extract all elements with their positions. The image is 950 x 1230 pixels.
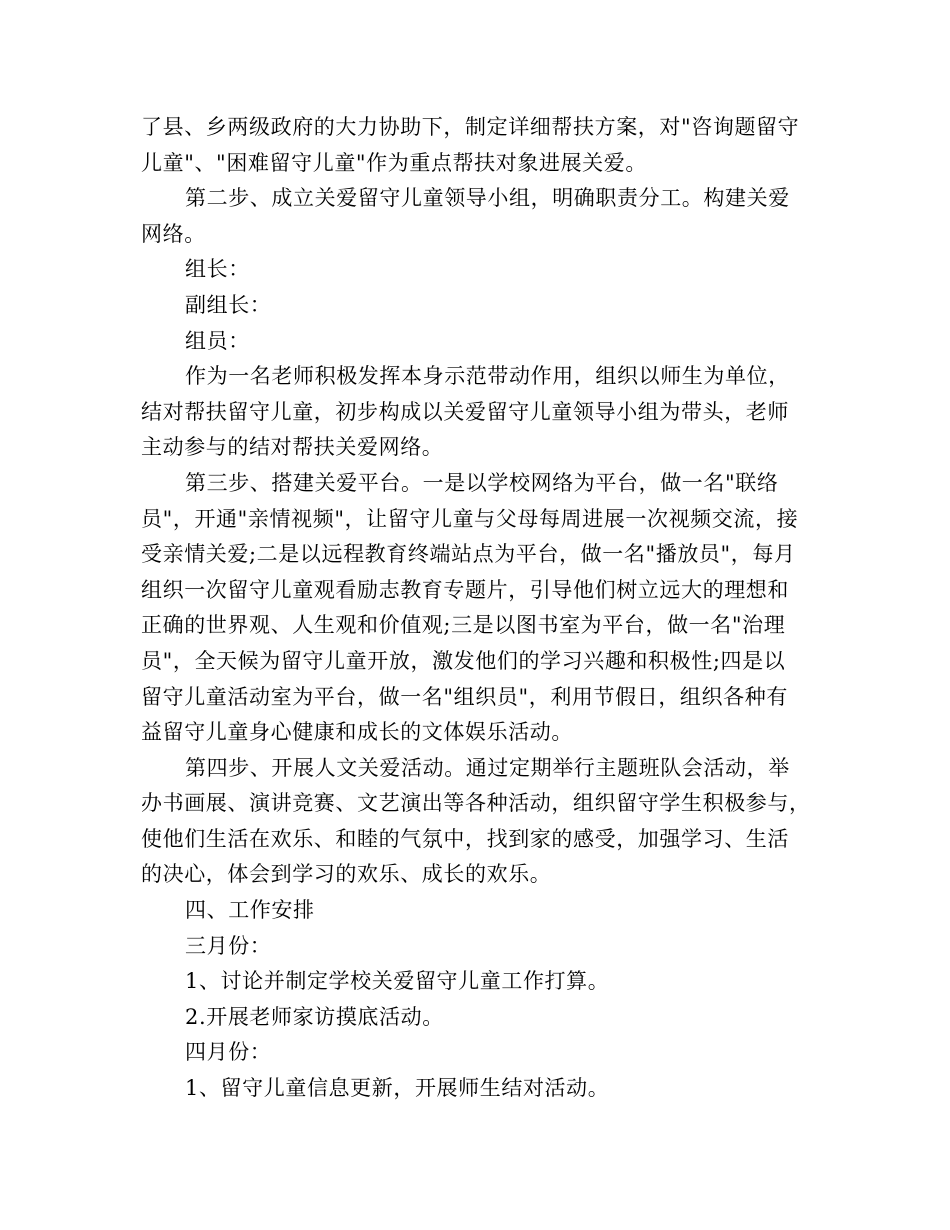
text-line: 办书画展、演讲竞赛、文艺演出等各种活动，组织留守学生积极参与， <box>141 791 811 816</box>
text-line: 组长： <box>185 257 250 282</box>
text-line: 四、工作安排 <box>185 898 315 923</box>
text-line: 益留守儿童身心健康和成长的文体娱乐活动。 <box>141 720 573 745</box>
text-line: 第三步、搭建关爱平台。一是以学校网络为平台，做一名"联络 <box>185 470 779 495</box>
text-line: 结对帮扶留守儿童，初步构成以关爱留守儿童领导小组为带头，老师 <box>141 399 789 424</box>
text-line: 作为一名老师积极发挥本身示范带动作用，组织以师生为单位， <box>185 364 790 389</box>
text-line: 受亲情关爱;二是以远程教育终端站点为平台，做一名"播放员"，每月 <box>141 542 796 567</box>
text-line: 使他们生活在欢乐、和睦的气氛中，找到家的感受，加强学习、生活 <box>141 826 789 851</box>
text-line: 留守儿童活动室为平台，做一名"组织员"，利用节假日，组织各种有 <box>141 684 788 709</box>
text-line: 组织一次留守儿童观看励志教育专题片，引导他们树立远大的理想和 <box>141 577 789 602</box>
text-line: 第二步、成立关爱留守儿童领导小组，明确职责分工。构建关爱 <box>185 186 790 211</box>
text-line: 组员： <box>185 328 250 353</box>
text-line: 主动参与的结对帮扶关爱网络。 <box>141 435 444 460</box>
text-line: 第四步、开展人文关爱活动。通过定期举行主题班队会活动，举 <box>185 755 790 780</box>
document-body <box>141 110 811 1107</box>
text-line: 四月份： <box>185 1040 272 1065</box>
text-line: 员"，开通"亲情视频"，让留守儿童与父母每周进展一次视频交流，接 <box>141 506 799 531</box>
text-line: 副组长： <box>185 292 272 317</box>
text-line: 的决心，体会到学习的欢乐、成长的欢乐。 <box>141 862 552 887</box>
text-line: 1、留守儿童信息更新，开展师生结对活动。 <box>185 1076 610 1101</box>
text-line: 员"，全天候为留守儿童开放，激发他们的学习兴趣和积极性;四是以 <box>141 648 786 673</box>
text-line: 三月份： <box>185 933 272 958</box>
text-line: 网络。 <box>141 221 206 246</box>
text-line: 1、讨论并制定学校关爱留守儿童工作打算。 <box>185 969 610 994</box>
text-line: 2.开展老师家访摸底活动。 <box>185 1004 444 1029</box>
text-line: 了县、乡两级政府的大力协助下，制定详细帮扶方案，对"咨询题留守 <box>141 115 800 139</box>
text-line: 儿童"、"困难留守儿童"作为重点帮扶对象进展关爱。 <box>141 150 647 175</box>
text-line: 正确的世界观、人生观和价值观;三是以图书室为平台，做一名"治理 <box>141 613 786 638</box>
